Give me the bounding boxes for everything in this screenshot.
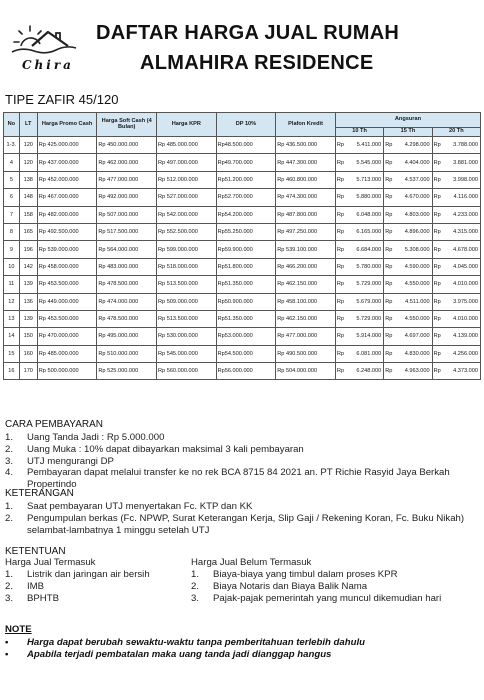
bullet-icon: •: [5, 637, 9, 648]
cell-kpr: Rp 560.000.000: [157, 363, 217, 380]
cell-soft: Rp 495.000.000: [97, 328, 157, 345]
list-item: [5, 569, 195, 581]
cell-currency: Rp: [384, 363, 395, 380]
col-header-angsuran: Angsuran: [335, 113, 480, 128]
cell-soft: Rp 477.000.000: [97, 171, 157, 188]
cell-no: 7: [4, 206, 20, 223]
list-item-number: 2.: [5, 443, 14, 455]
cell-soft: Rp 450.000.000: [97, 137, 157, 154]
cell-lt: 170: [19, 363, 37, 380]
notes-section: [5, 488, 481, 536]
payment-method-title: CARA PEMBAYARAN: [5, 419, 103, 430]
cell-no: 13: [4, 310, 20, 327]
cell-t20: 4.373.000: [443, 363, 480, 380]
cell-t10: 5.713.000: [347, 171, 384, 188]
cell-kpr: Rp 513.500.000: [157, 310, 217, 327]
list-item-number: 2.: [5, 512, 14, 524]
cell-t15: 4.537.000: [395, 171, 432, 188]
cell-dp: Rp54.500.000: [216, 345, 276, 362]
cell-currency: Rp: [432, 310, 443, 327]
cell-currency: Rp: [335, 154, 346, 171]
cell-t15: 4.830.000: [395, 345, 432, 362]
cell-t10: 6.684.000: [347, 241, 384, 258]
cell-soft: Rp 510.000.000: [97, 345, 157, 362]
cell-dp: Rp55.250.000: [216, 223, 276, 240]
list-item-number: 2.: [191, 580, 200, 592]
table-row: [4, 206, 481, 223]
page-title-line1: DAFTAR HARGA JUAL RUMAH: [96, 22, 400, 44]
chira-logo: [10, 22, 82, 74]
cell-no: 4: [4, 154, 20, 171]
cell-currency: Rp: [384, 276, 395, 293]
cell-kpr: Rp 527.000.000: [157, 189, 217, 206]
cell-kpr: Rp 552.500.000: [157, 223, 217, 240]
cell-no: 14: [4, 328, 20, 345]
notes-title: KETERANGAN: [5, 488, 74, 499]
price-table: [3, 112, 481, 380]
cell-plafon: Rp 490.500.000: [276, 345, 336, 362]
terms-excluded-column: [191, 557, 481, 604]
note-item: [5, 649, 365, 661]
col-header-lt: LT: [19, 113, 37, 137]
list-item-number: 3.: [5, 455, 14, 467]
cell-kpr: Rp 545.000.000: [157, 345, 217, 362]
cell-t20: 3.788.000: [443, 137, 480, 154]
table-row: [4, 310, 481, 327]
terms-included-column: [5, 557, 195, 604]
cell-dp: Rp54.200.000: [216, 206, 276, 223]
cell-t10: 5.679.000: [347, 293, 384, 310]
cell-currency: Rp: [384, 345, 395, 362]
cell-lt: 165: [19, 223, 37, 240]
list-item: [5, 593, 195, 605]
table-row: [4, 345, 481, 362]
cell-currency: Rp: [432, 258, 443, 275]
cell-t10: 5.780.000: [347, 258, 384, 275]
cell-no: 11: [4, 276, 20, 293]
cell-t15: 4.963.000: [395, 363, 432, 380]
cell-plafon: Rp 487.800.000: [276, 206, 336, 223]
cell-currency: Rp: [335, 276, 346, 293]
cell-currency: Rp: [335, 363, 346, 380]
cell-currency: Rp: [384, 137, 395, 154]
cell-currency: Rp: [384, 154, 395, 171]
col-header-promo: Harga Promo Cash: [37, 113, 97, 137]
list-item-number: 1.: [5, 501, 14, 512]
cell-dp: Rp52.700.000: [216, 189, 276, 206]
cell-t20: 3.975.000: [443, 293, 480, 310]
list-item-number: 4.: [5, 467, 14, 479]
cell-t10: 6.081.000: [347, 345, 384, 362]
table-row: [4, 171, 481, 188]
table-row: [4, 363, 481, 380]
cell-no: 10: [4, 258, 20, 275]
cell-t10: 5.545.000: [347, 154, 384, 171]
cell-t20: 4.116.000: [443, 189, 480, 206]
cell-currency: Rp: [384, 189, 395, 206]
note-title: NOTE: [5, 624, 32, 635]
list-item-number: 2.: [5, 580, 14, 592]
list-item-number: 1.: [5, 569, 14, 580]
cell-dp: Rp51.350.000: [216, 276, 276, 293]
cell-currency: Rp: [432, 171, 443, 188]
house-type-label: TIPE ZAFIR 45/120: [5, 92, 119, 107]
list-item: [191, 593, 481, 605]
bullet-icon: •: [5, 649, 9, 660]
list-item-text: Pengumpulan berkas (Fc. NPWP, Surat Keterangan Kerja, Slip Gaji / Rekening Koran, Fc. Buku Nikah) selambat-lambatnya 1 minggu setelah UTJ: [27, 512, 465, 536]
cell-kpr: Rp 485.000.000: [157, 137, 217, 154]
cell-no: 16: [4, 363, 20, 380]
cell-promo: Rp 500.000.000: [37, 363, 97, 380]
cell-t20: 4.139.000: [443, 328, 480, 345]
cell-promo: Rp 485.000.000: [37, 345, 97, 362]
cell-lt: 139: [19, 276, 37, 293]
cell-dp: Rp51.800.000: [216, 258, 276, 275]
cell-plafon: Rp 458.100.000: [276, 293, 336, 310]
cell-currency: Rp: [432, 223, 443, 240]
cell-dp: Rp51.350.000: [216, 310, 276, 327]
note-section: [5, 624, 365, 661]
cell-promo: Rp 437.000.000: [37, 154, 97, 171]
cell-no: 8: [4, 223, 20, 240]
cell-currency: Rp: [384, 206, 395, 223]
table-row: [4, 258, 481, 275]
list-item-text: Biaya Notaris dan Biaya Balik Nama: [213, 580, 368, 592]
cell-t15: 5.308.000: [395, 241, 432, 258]
cell-dp: Rp56.000.000: [216, 363, 276, 380]
col-header-15th: 15 Th: [384, 128, 432, 137]
cell-t15: 4.697.000: [395, 328, 432, 345]
cell-t15: 4.511.000: [395, 293, 432, 310]
cell-kpr: Rp 497.000.000: [157, 154, 217, 171]
cell-plafon: Rp 460.800.000: [276, 171, 336, 188]
cell-dp: Rp51.200.000: [216, 171, 276, 188]
cell-currency: Rp: [432, 241, 443, 258]
cell-currency: Rp: [335, 258, 346, 275]
cell-plafon: Rp 462.150.000: [276, 276, 336, 293]
list-item-number: 1.: [191, 569, 200, 580]
table-row: [4, 328, 481, 345]
cell-t20: 3.881.000: [443, 154, 480, 171]
cell-currency: Rp: [384, 241, 395, 258]
cell-currency: Rp: [335, 310, 346, 327]
list-item-text: Saat pembayaran UTJ menyertakan Fc. KTP dan KK: [27, 501, 253, 512]
cell-t20: 4.256.000: [443, 345, 480, 362]
col-header-20th: 20 Th: [432, 128, 480, 137]
cell-plafon: Rp 504.000.000: [276, 363, 336, 380]
col-header-plafon: Plafon Kredit: [276, 113, 336, 137]
list-item: [5, 432, 481, 444]
cell-promo: Rp 482.000.000: [37, 206, 97, 223]
list-item-text: BPHTB: [27, 592, 59, 604]
cell-currency: Rp: [432, 293, 443, 310]
cell-lt: 160: [19, 345, 37, 362]
cell-promo: Rp 453.500.000: [37, 310, 97, 327]
table-row: [4, 223, 481, 240]
terms-title: KETENTUAN: [5, 546, 66, 557]
cell-t10: 5.411.000: [347, 137, 384, 154]
cell-t20: 4.315.000: [443, 223, 480, 240]
cell-kpr: Rp 530.000.000: [157, 328, 217, 345]
cell-currency: Rp: [432, 206, 443, 223]
list-item-number: 3.: [5, 592, 14, 604]
cell-dp: Rp53.000.000: [216, 328, 276, 345]
cell-currency: Rp: [335, 223, 346, 240]
list-item: [5, 444, 481, 456]
list-item: [5, 581, 195, 593]
cell-currency: Rp: [384, 293, 395, 310]
cell-currency: Rp: [384, 310, 395, 327]
list-item: [5, 501, 481, 513]
note-item: [5, 637, 365, 649]
cell-t20: 4.233.000: [443, 206, 480, 223]
table-row: [4, 189, 481, 206]
cell-kpr: Rp 542.000.000: [157, 206, 217, 223]
cell-soft: Rp 564.000.000: [97, 241, 157, 258]
cell-lt: 148: [19, 189, 37, 206]
cell-currency: Rp: [432, 137, 443, 154]
cell-lt: 139: [19, 310, 37, 327]
cell-currency: Rp: [432, 328, 443, 345]
document-header: [0, 0, 484, 82]
payment-method-section: [5, 419, 481, 491]
cell-dp: Rp50.900.000: [216, 293, 276, 310]
cell-kpr: Rp 509.000.000: [157, 293, 217, 310]
cell-plafon: Rp 466.200.000: [276, 258, 336, 275]
cell-t10: 5.880.000: [347, 189, 384, 206]
cell-plafon: Rp 497.250.000: [276, 223, 336, 240]
list-item-text: IMB: [27, 580, 45, 592]
cell-currency: Rp: [432, 276, 443, 293]
cell-currency: Rp: [432, 363, 443, 380]
cell-t20: 4.010.000: [443, 276, 480, 293]
cell-currency: Rp: [335, 241, 346, 258]
cell-no: 1-3.: [4, 137, 20, 154]
list-item-text: Uang Tanda Jadi : Rp 5.000.000: [27, 432, 165, 443]
note-item-text: Apabila terjadi pembatalan maka uang tanda jadi dianggap hangus: [27, 649, 332, 660]
cell-currency: Rp: [432, 154, 443, 171]
cell-promo: Rp 539.000.000: [37, 241, 97, 258]
cell-lt: 150: [19, 328, 37, 345]
cell-currency: Rp: [335, 293, 346, 310]
cell-currency: Rp: [335, 345, 346, 362]
cell-plafon: Rp 436.500.000: [276, 137, 336, 154]
cell-t10: 6.165.000: [347, 223, 384, 240]
cell-plafon: Rp 477.000.000: [276, 328, 336, 345]
list-item-text: Pajak-pajak pemerintah yang muncul dikemudian hari: [213, 592, 442, 604]
cell-currency: Rp: [384, 328, 395, 345]
terms-excluded-head: Harga Jual Belum Termasuk: [191, 557, 312, 568]
cell-currency: Rp: [335, 328, 346, 345]
col-header-kpr: Harga KPR: [157, 113, 217, 137]
cell-lt: 138: [19, 171, 37, 188]
list-item-number: 1.: [5, 432, 14, 443]
cell-t20: 3.998.000: [443, 171, 480, 188]
cell-kpr: Rp 513.500.000: [157, 276, 217, 293]
cell-plafon: Rp 539.100.000: [276, 241, 336, 258]
cell-currency: Rp: [432, 345, 443, 362]
cell-t15: 4.298.000: [395, 137, 432, 154]
cell-kpr: Rp 599.000.000: [157, 241, 217, 258]
cell-promo: Rp 449.000.000: [37, 293, 97, 310]
cell-lt: 120: [19, 137, 37, 154]
table-row: [4, 137, 481, 154]
cell-no: 5: [4, 171, 20, 188]
cell-promo: Rp 458.000.000: [37, 258, 97, 275]
logo-text: Chira: [22, 58, 74, 72]
note-item-text: Harga dapat berubah sewaktu-waktu tanpa pemberitahuan terlebih dahulu: [27, 637, 365, 648]
cell-promo: Rp 470.000.000: [37, 328, 97, 345]
list-item: [191, 569, 481, 581]
cell-t20: 4.045.000: [443, 258, 480, 275]
cell-plafon: Rp 462.150.000: [276, 310, 336, 327]
col-header-no: No: [4, 113, 20, 137]
cell-lt: 196: [19, 241, 37, 258]
cell-kpr: Rp 518.000.000: [157, 258, 217, 275]
cell-lt: 136: [19, 293, 37, 310]
cell-no: 12: [4, 293, 20, 310]
col-header-10th: 10 Th: [335, 128, 383, 137]
cell-soft: Rp 517.500.000: [97, 223, 157, 240]
table-row: [4, 154, 481, 171]
cell-plafon: Rp 474.300.000: [276, 189, 336, 206]
cell-t10: 6.248.000: [347, 363, 384, 380]
cell-soft: Rp 507.000.000: [97, 206, 157, 223]
cell-t20: 4.010.000: [443, 310, 480, 327]
cell-soft: Rp 525.000.000: [97, 363, 157, 380]
cell-currency: Rp: [335, 137, 346, 154]
table-row: [4, 276, 481, 293]
cell-soft: Rp 483.000.000: [97, 258, 157, 275]
col-header-dp: DP 10%: [216, 113, 276, 137]
cell-currency: Rp: [335, 171, 346, 188]
table-row: [4, 241, 481, 258]
cell-kpr: Rp 512.000.000: [157, 171, 217, 188]
cell-currency: Rp: [384, 258, 395, 275]
cell-promo: Rp 452.000.000: [37, 171, 97, 188]
list-item-text: Biaya-biaya yang timbul dalam proses KPR: [213, 569, 398, 580]
sun-house-logo-icon: [10, 22, 82, 62]
cell-no: 6: [4, 189, 20, 206]
col-header-soft: Harga Soft Cash (4 Bulan): [97, 113, 157, 137]
cell-no: 15: [4, 345, 20, 362]
cell-t10: 5.914.000: [347, 328, 384, 345]
cell-lt: 120: [19, 154, 37, 171]
cell-t15: 4.896.000: [395, 223, 432, 240]
cell-dp: Rp59.900.000: [216, 241, 276, 258]
list-item: [5, 456, 481, 468]
cell-t15: 4.404.000: [395, 154, 432, 171]
cell-soft: Rp 478.500.000: [97, 310, 157, 327]
list-item-text: Listrik dan jaringan air bersih: [27, 569, 150, 580]
cell-lt: 158: [19, 206, 37, 223]
cell-no: 9: [4, 241, 20, 258]
cell-t10: 5.729.000: [347, 310, 384, 327]
cell-t20: 4.678.000: [443, 241, 480, 258]
cell-t10: 5.729.000: [347, 276, 384, 293]
cell-t10: 6.048.000: [347, 206, 384, 223]
cell-promo: Rp 492.500.000: [37, 223, 97, 240]
cell-plafon: Rp 447.300.000: [276, 154, 336, 171]
cell-t15: 4.803.000: [395, 206, 432, 223]
cell-currency: Rp: [335, 206, 346, 223]
table-row: [4, 293, 481, 310]
cell-currency: Rp: [335, 189, 346, 206]
list-item-text: Uang Muka : 10% dapat dibayarkan maksimal 3 kali pembayaran: [27, 443, 304, 455]
list-item-number: 3.: [191, 592, 200, 604]
cell-soft: Rp 474.000.000: [97, 293, 157, 310]
cell-t15: 4.550.000: [395, 276, 432, 293]
cell-promo: Rp 453.500.000: [37, 276, 97, 293]
cell-soft: Rp 492.000.000: [97, 189, 157, 206]
list-item: [191, 581, 481, 593]
cell-dp: Rp48.500.000: [216, 137, 276, 154]
list-item-text: UTJ mengurangi DP: [27, 455, 114, 467]
cell-lt: 142: [19, 258, 37, 275]
page-title-line2: ALMAHIRA RESIDENCE: [140, 52, 374, 74]
list-item-text: Pembayaran dapat melalui transfer ke no rek BCA 8715 84 2021 an. PT Richie Rasyid Jaya Berkah Propertindo: [27, 467, 450, 491]
cell-currency: Rp: [384, 223, 395, 240]
cell-dp: Rp49.700.000: [216, 154, 276, 171]
cell-promo: Rp 425.000.000: [37, 137, 97, 154]
cell-currency: Rp: [384, 171, 395, 188]
cell-promo: Rp 467.000.000: [37, 189, 97, 206]
cell-currency: Rp: [432, 189, 443, 206]
cell-soft: Rp 478.500.000: [97, 276, 157, 293]
cell-t15: 4.550.000: [395, 310, 432, 327]
cell-t15: 4.590.000: [395, 258, 432, 275]
terms-included-head: Harga Jual Termasuk: [5, 557, 96, 568]
cell-soft: Rp 462.000.000: [97, 154, 157, 171]
cell-t15: 4.670.000: [395, 189, 432, 206]
list-item: [5, 513, 481, 537]
